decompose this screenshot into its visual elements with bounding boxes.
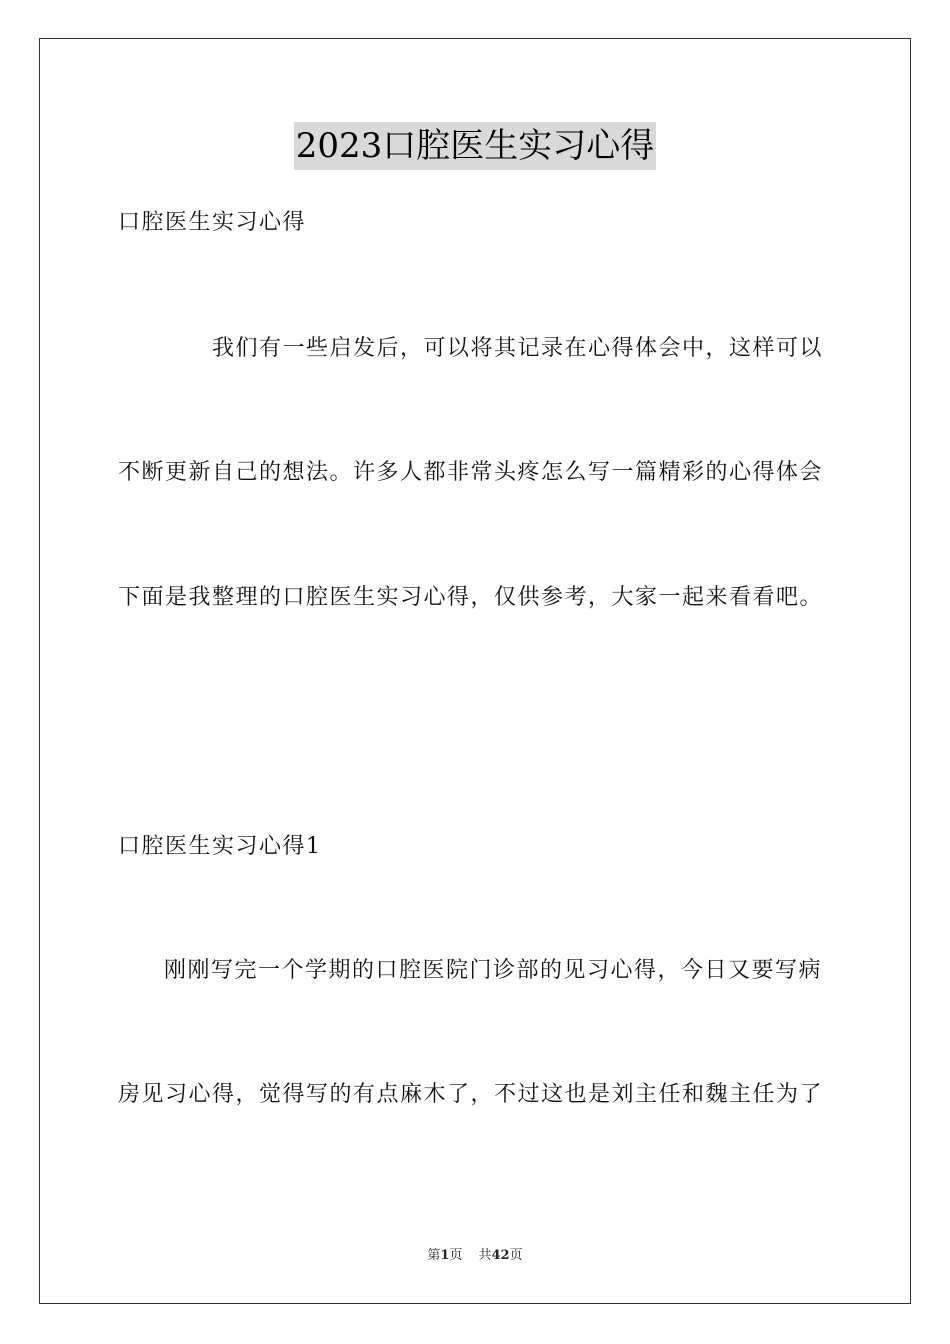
section-heading: 口腔医生实习心得1 — [118, 834, 322, 859]
document-subtitle: 口腔医生实习心得 — [118, 210, 307, 235]
footer-total-prefix: 共 — [478, 1248, 492, 1263]
page-footer — [0, 1247, 950, 1265]
footer-page-suffix: 页 — [449, 1248, 463, 1263]
footer-page-number: 1 — [440, 1248, 450, 1263]
footer-page-prefix: 第 — [427, 1248, 441, 1263]
intro-line-2: 不断更新自己的想法。许多人都非常头疼怎么写一篇精彩的心得体会 — [118, 460, 824, 485]
body-line-1: 刚刚写完一个学期的口腔医院门诊部的见习心得，今日又要写病 — [164, 958, 823, 983]
footer-total-suffix: 页 — [509, 1248, 523, 1263]
body-line-2: 房见习心得，觉得写的有点麻木了，不过这也是刘主任和魏主任为了 — [118, 1082, 824, 1107]
footer-total-pages: 42 — [491, 1248, 510, 1263]
intro-line-1: 我们有一些启发后，可以将其记录在心得体会中，这样可以 — [212, 336, 824, 361]
intro-line-3: 下面是我整理的口腔医生实习心得，仅供参考，大家一起来看看吧。 — [118, 585, 824, 610]
document-title: 2023口腔医生实习心得 — [294, 122, 657, 170]
title-container — [0, 122, 950, 170]
